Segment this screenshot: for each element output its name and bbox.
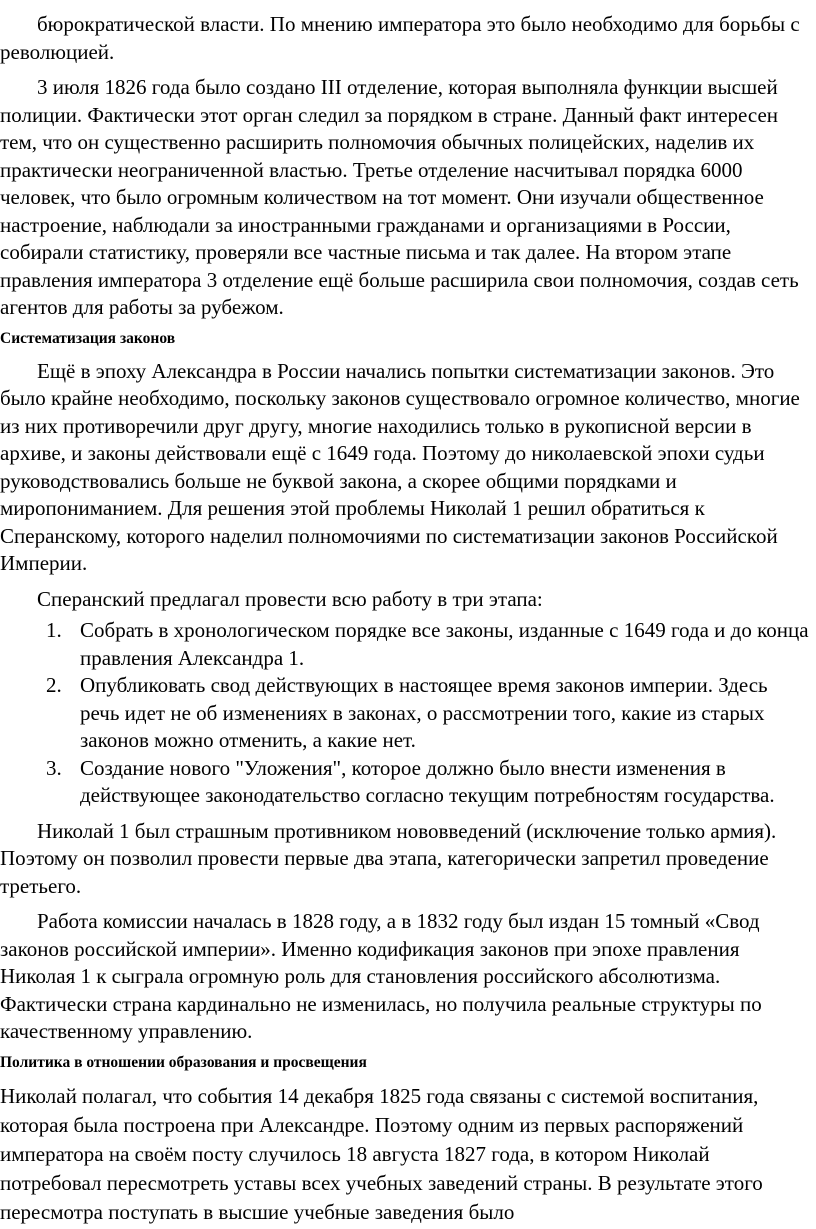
- list-item-number: 2.: [46, 673, 62, 697]
- list-item: [46, 617, 810, 672]
- paragraph-speransky: Сперанский предлагал провести всю работу в три этапа:: [37, 586, 543, 611]
- heading-laws: Систематизация законов: [0, 329, 176, 347]
- list-item: [46, 672, 810, 755]
- list-item: [46, 755, 810, 810]
- steps-list: [0, 617, 810, 810]
- list-item-number: 1.: [46, 618, 62, 642]
- list-item-number: 3.: [46, 755, 62, 780]
- heading-education: Политика в отношении образования и просвещения: [0, 1053, 367, 1071]
- paragraph-third-section: 3 июля 1826 года было создано III отделение, которая выполняла функции высшей полиции. Фактически этот орган следил за порядком в стране. Данный факт интересен тем, что он существенно расширить полномочия обычных полицейских, наделив их практически неограниченной властью. Третье отделение насчитывал порядка 6000 человек, что было огромным количеством на тот момент. Они изучали общественное настроение, наблюдали за иностранными гражданами и организациями в России, собирали статистику, проверяли все частные письма и так далее. На втором этапе правления императора 3 отделение ещё больше расширила свои полномочия, создав сеть агентов для работы за рубежом.: [0, 75, 799, 319]
- list-item-text: Опубликовать свод действующих в настоящее время законов империи. Здесь речь идет не об изменениях в законах, о рассмотрении того, какие из старых законов можно отменить, а какие нет.: [80, 673, 768, 752]
- list-item-text: Создание нового "Уложения", которое должно было внести изменения в действующее законодательство согласно текущим потребностям государства.: [80, 755, 775, 807]
- paragraph-laws: Ещё в эпоху Александра в России начались попытки систематизации законов. Это было крайне необходимо, поскольку законов существовало огромное количество, многие из них противоречили друг другу, многие находились только в рукописной версии в архиве, и законы действовали ещё с 1649 года. Поэтому до николаевской эпохи судьи руководствовались больше не буквой закона, а скорее общими порядками и миропониманием. Для решения этой проблемы Николай 1 решил обратиться к Сперанскому, которого наделил полномочиями по систематизации законов Российской Империи.: [0, 358, 800, 575]
- paragraph-education: Николай полагал, что события 14 декабря 1825 года связаны с системой воспитания, которая была построена при Александре. Поэтому одним из первых распоряжений императора на своём посту случилось 18 августа 1827 года, в котором Николай потребовал пересмотреть уставы всех учебных заведений страны. В результате этого пересмотра поступать в высшие учебные заведения было: [0, 1083, 763, 1224]
- paragraph-intro: бюрократической власти. По мнению императора это было необходимо для борьбы с революцией.: [0, 12, 800, 64]
- paragraph-commission: Работа комиссии началась в 1828 году, а в 1832 году был издан 15 томный «Свод законов российской империи». Именно кодификация законов при эпохе правления Николая 1 к сыграла огромную роль для становления российского абсолютизма. Фактически страна кардинально не изменилась, но получила реальные структуры по качественному управлению.: [0, 909, 762, 1043]
- paragraph-nicholas: Николай 1 был страшным противником нововведений (исключение только армия). Поэтому он позволил провести первые два этапа, категорически запретил проведение третьего.: [0, 818, 777, 898]
- list-item-text: Собрать в хронологическом порядке все законы, изданные с 1649 года и до конца правления Александра 1.: [80, 618, 809, 670]
